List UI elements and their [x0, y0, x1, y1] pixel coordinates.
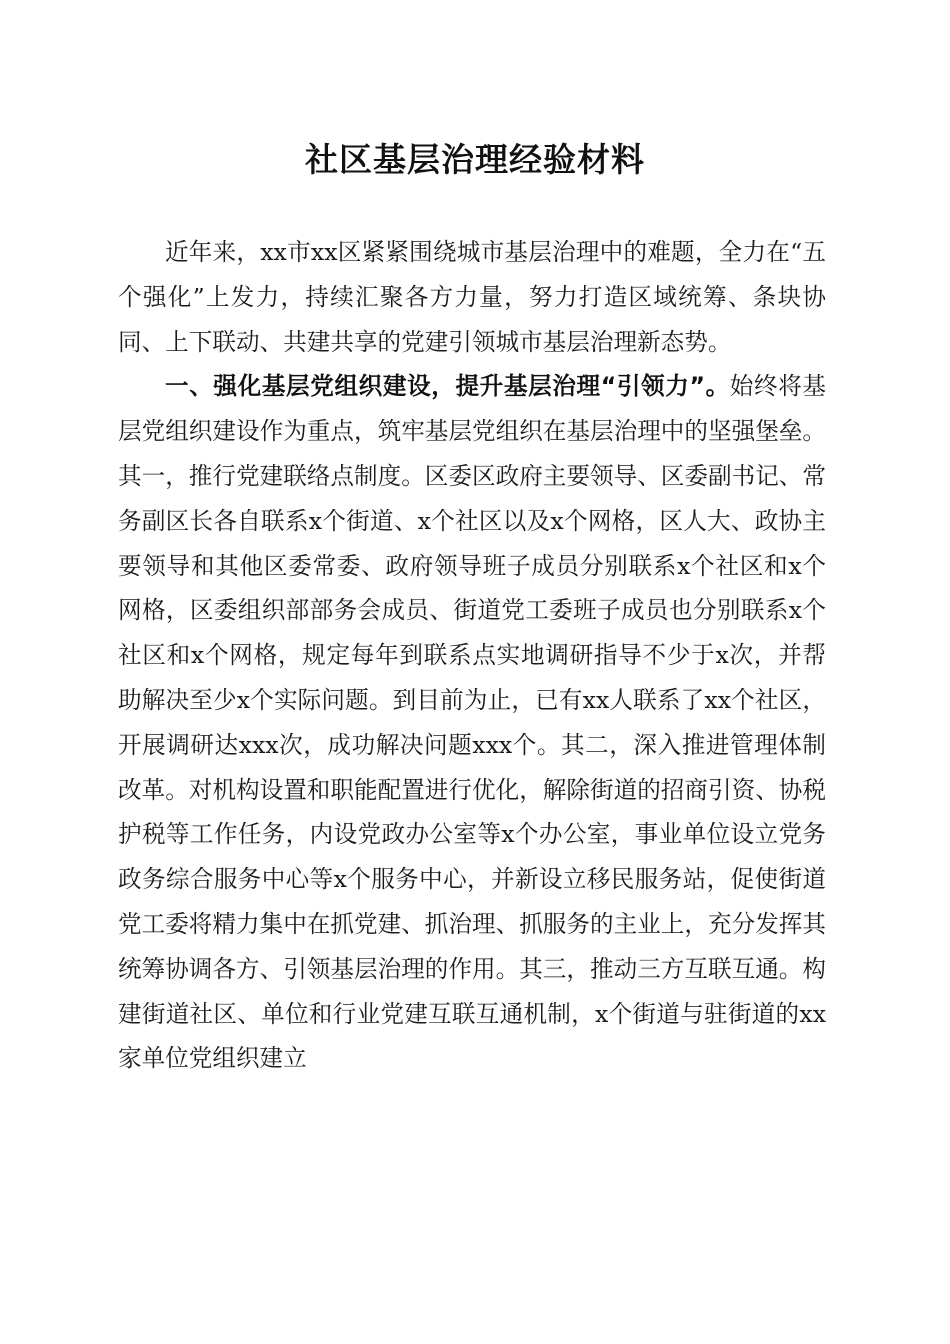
section-one-heading: 一、强化基层党组织建设，提升基层治理“引领力”。 [165, 372, 730, 401]
section-one-paragraph [118, 364, 826, 1081]
section-one-text: 始终将基层党组织建设作为重点，筑牢基层党组织在基层治理中的坚强堡垒。其一，推行党建联络点制度。区委区政府主要领导、区委副书记、常务副区长各自联系x个街道、x个社区以及x个网格，区人大、政协主要领导和其他区委常委、政府领导班子成员分别联系x个社区和x个网格，区委组织部部务会成员、街道党工委班子成员也分别联系x个社区和x个网格，规定每年到联系点实地调研指导不少于x次，并帮助解决至少x个实际问题。到目前为止，已有xx人联系了xx个社区，开展调研达xxx次，成功解决问题xxx个。其二，深入推进管理体制改革。对机构设置和职能配置进行优化，解除街道的招商引资、协税护税等工作任务，内设党政办公室等x个办公室，事业单位设立党务政务综合服务中心等x个服务中心，并新设立移民服务站，促使街道党工委将精力集中在抓党建、抓治理、抓服务的主业上，充分发挥其统筹协调各方、引领基层治理的作用。其三，推动三方互联互通。构建街道社区、单位和行业党建互联互通机制，x个街道与驻街道的xx家单位党组织建立 [118, 372, 827, 1073]
document-title: 社区基层治理经验材料 [305, 140, 645, 179]
intro-paragraph [118, 230, 826, 364]
intro-paragraph-text: 近年来，xx市xx区紧紧围绕城市基层治理中的难题，全力在“五个强化”上发力，持续汇聚各方力量，努力打造区域统筹、条块协同、上下联动、共建共享的党建引领城市基层治理新态势。 [118, 238, 826, 356]
document-body [118, 230, 826, 1081]
